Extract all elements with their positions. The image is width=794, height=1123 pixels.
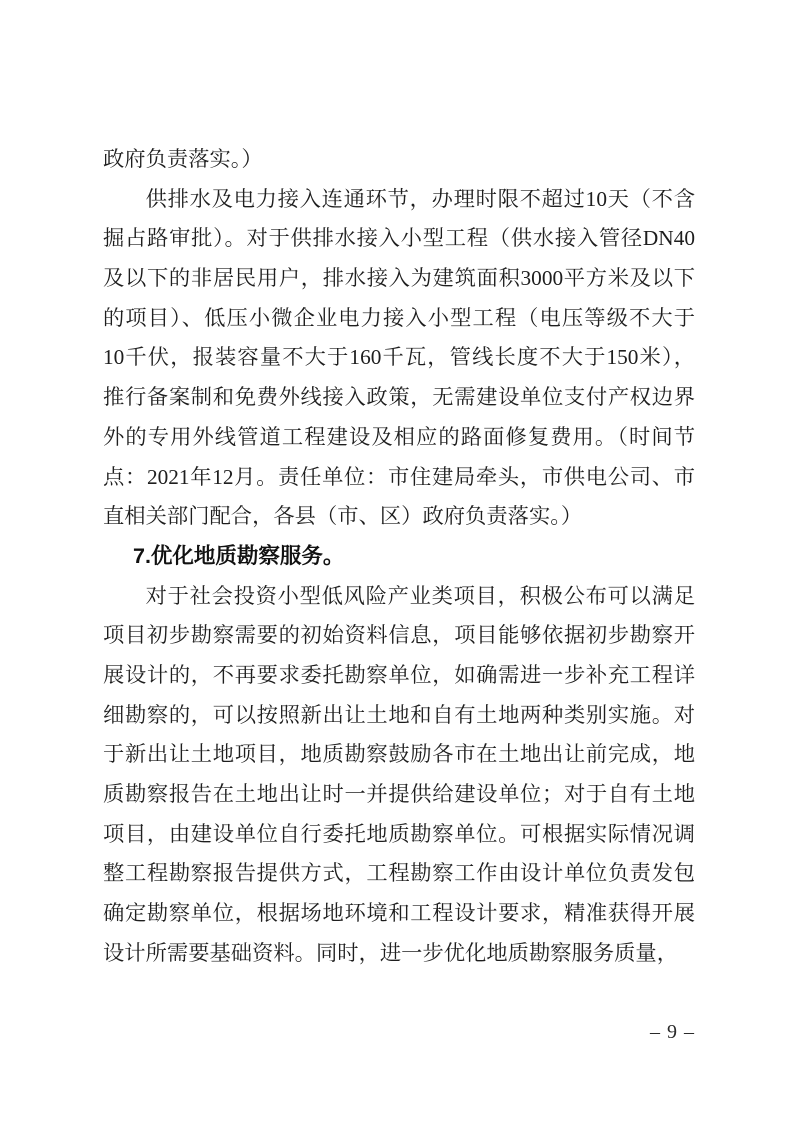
page-footer — [103, 1022, 695, 1042]
body-line: 政府负责落实。） — [103, 147, 263, 171]
body-line: 整工程勘察报告提供方式，工程勘察工作由设计单位负责发包 — [103, 861, 695, 886]
page-number: – 9 – — [650, 1021, 695, 1043]
body-line: 点：2021年12月。责任单位：市住建局牵头，市供电公司、市 — [103, 464, 695, 489]
body-line: 确定勘察单位，根据场地环境和工程设计要求，精准获得开展 — [103, 901, 695, 926]
section-heading-7: 7.优化地质勘察服务。 — [133, 543, 345, 568]
body-line: 的项目）、低压小微企业电力接入小型工程（电压等级不大于 — [103, 305, 695, 330]
body-line: 项目，由建设单位自行委托地质勘察单位。可根据实际情况调 — [103, 821, 695, 846]
body-line: 10千伏，报装容量不大于160千瓦，管线长度不大于150米）， — [103, 345, 695, 370]
body-line: 及以下的非居民用户，排水接入为建筑面积3000平方米及以下 — [103, 266, 695, 291]
body-line: 项目初步勘察需要的初始资料信息，项目能够依据初步勘察开 — [103, 623, 695, 648]
body-line: 质勘察报告在土地出让时一并提供给建设单位；对于自有土地 — [103, 782, 695, 806]
body-line: 掘占路审批）。对于供排水接入小型工程（供水接入管径DN40 — [103, 226, 695, 251]
body-line: 直相关部门配合，各县（市、区）政府负责落实。） — [103, 504, 583, 529]
body-line: 于新出让土地项目，地质勘察鼓励各市在土地出让前完成，地 — [103, 742, 695, 767]
body-line: 展设计的，不再要求委托勘察单位，如确需进一步补充工程详 — [103, 662, 695, 687]
body-line: 对于社会投资小型低风险产业类项目，积极公布可以满足 — [145, 583, 695, 608]
body-line: 细勘察的，可以按照新出让土地和自有土地两种类别实施。对 — [103, 702, 695, 727]
body-line: 供排水及电力接入连通环节，办理时限不超过10天（不含 — [145, 186, 695, 211]
document-body — [103, 140, 695, 973]
body-line: 外的专用外线管道工程建设及相应的路面修复费用。（时间节 — [103, 424, 695, 449]
body-line: 设计所需要基础资料。同时，进一步优化地质勘察服务质量， — [103, 940, 679, 965]
body-line: 推行备案制和免费外线接入政策，无需建设单位支付产权边界 — [103, 385, 695, 410]
